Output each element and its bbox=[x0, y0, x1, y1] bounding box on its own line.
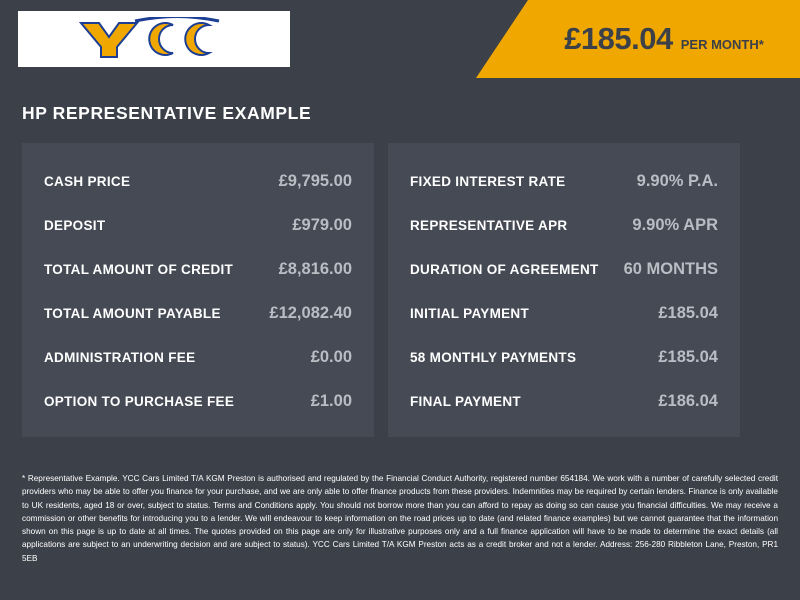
table-row bbox=[22, 247, 374, 291]
table-row bbox=[22, 203, 374, 247]
row-value: £185.04 bbox=[658, 303, 718, 322]
finance-table-left bbox=[22, 143, 374, 437]
row-label: INITIAL PAYMENT bbox=[410, 305, 530, 321]
table-row bbox=[388, 203, 740, 247]
row-label: OPTION TO PURCHASE FEE bbox=[44, 393, 235, 409]
row-value: 9.90% P.A. bbox=[636, 171, 718, 190]
row-value: £185.04 bbox=[658, 347, 718, 366]
row-label: FINAL PAYMENT bbox=[410, 393, 521, 409]
row-value: £186.04 bbox=[658, 391, 718, 410]
row-value: £1.00 bbox=[310, 391, 352, 410]
table-row bbox=[22, 379, 374, 423]
row-label: REPRESENTATIVE APR bbox=[410, 217, 568, 233]
row-label: DURATION OF AGREEMENT bbox=[410, 261, 599, 277]
row-value: £8,816.00 bbox=[278, 259, 352, 278]
row-value: £9,795.00 bbox=[278, 171, 352, 190]
row-label: 58 MONTHLY PAYMENTS bbox=[410, 349, 577, 365]
ycc-logo-icon bbox=[69, 17, 239, 61]
finance-tables bbox=[22, 143, 778, 437]
page-header bbox=[0, 0, 800, 78]
ycc-logo bbox=[18, 11, 290, 67]
price-amount: £185.04 bbox=[564, 21, 673, 56]
row-label: ADMINISTRATION FEE bbox=[44, 349, 196, 365]
row-value: £12,082.40 bbox=[269, 303, 352, 322]
row-label: TOTAL AMOUNT OF CREDIT bbox=[44, 261, 234, 277]
table-row bbox=[388, 335, 740, 379]
table-row bbox=[388, 247, 740, 291]
row-label: CASH PRICE bbox=[44, 173, 131, 189]
table-row bbox=[388, 291, 740, 335]
row-label: TOTAL AMOUNT PAYABLE bbox=[44, 305, 221, 321]
row-value: 60 MONTHS bbox=[623, 259, 718, 278]
table-row bbox=[388, 379, 740, 423]
row-label: FIXED INTEREST RATE bbox=[410, 173, 566, 189]
disclaimer-text: * Representative Example. YCC Cars Limited T/A KGM Preston is authorised and regulated by the Financial Conduct Authority, registered number 654184. We work with a number of carefully selected credit providers who may be able to offer you finance for your purchase, and we are only able to offer finance products from these providers. Indemnities may be required by certain lenders. Finance is only available to UK residents, aged 18 or over, subject to status. Terms and Conditions apply. You should not borrow more than you can afford to repay as doing so can cause you financial difficulties. We may receive a commission or other benefits for introducing you to a lender. We will endeavour to keep information on the road prices up to date (and related finance examples) but we cannot guarantee that the information shown on this page is up to date at all times. The quotes provided on this page are only for illustrative purposes only and a full finance application will have to be made to determine the exact details (all applications are subject to an underwriting decision and are subject to status). YCC Cars Limited T/A KGM Preston acts as a credit broker and not a lender. Address: 256-280 Ribbleton Lane, Preston, PR1 5EB bbox=[22, 474, 778, 563]
row-value: 9.90% APR bbox=[632, 215, 718, 234]
monthly-price-banner bbox=[528, 0, 800, 78]
page-title: HP REPRESENTATIVE EXAMPLE bbox=[22, 103, 312, 123]
price-period: PER MONTH* bbox=[680, 36, 764, 52]
table-row bbox=[388, 159, 740, 203]
finance-table-right bbox=[388, 143, 740, 437]
row-label: DEPOSIT bbox=[44, 217, 106, 233]
table-row bbox=[22, 291, 374, 335]
table-row bbox=[22, 335, 374, 379]
table-row bbox=[22, 159, 374, 203]
row-value: £979.00 bbox=[292, 215, 352, 234]
row-value: £0.00 bbox=[310, 347, 352, 366]
